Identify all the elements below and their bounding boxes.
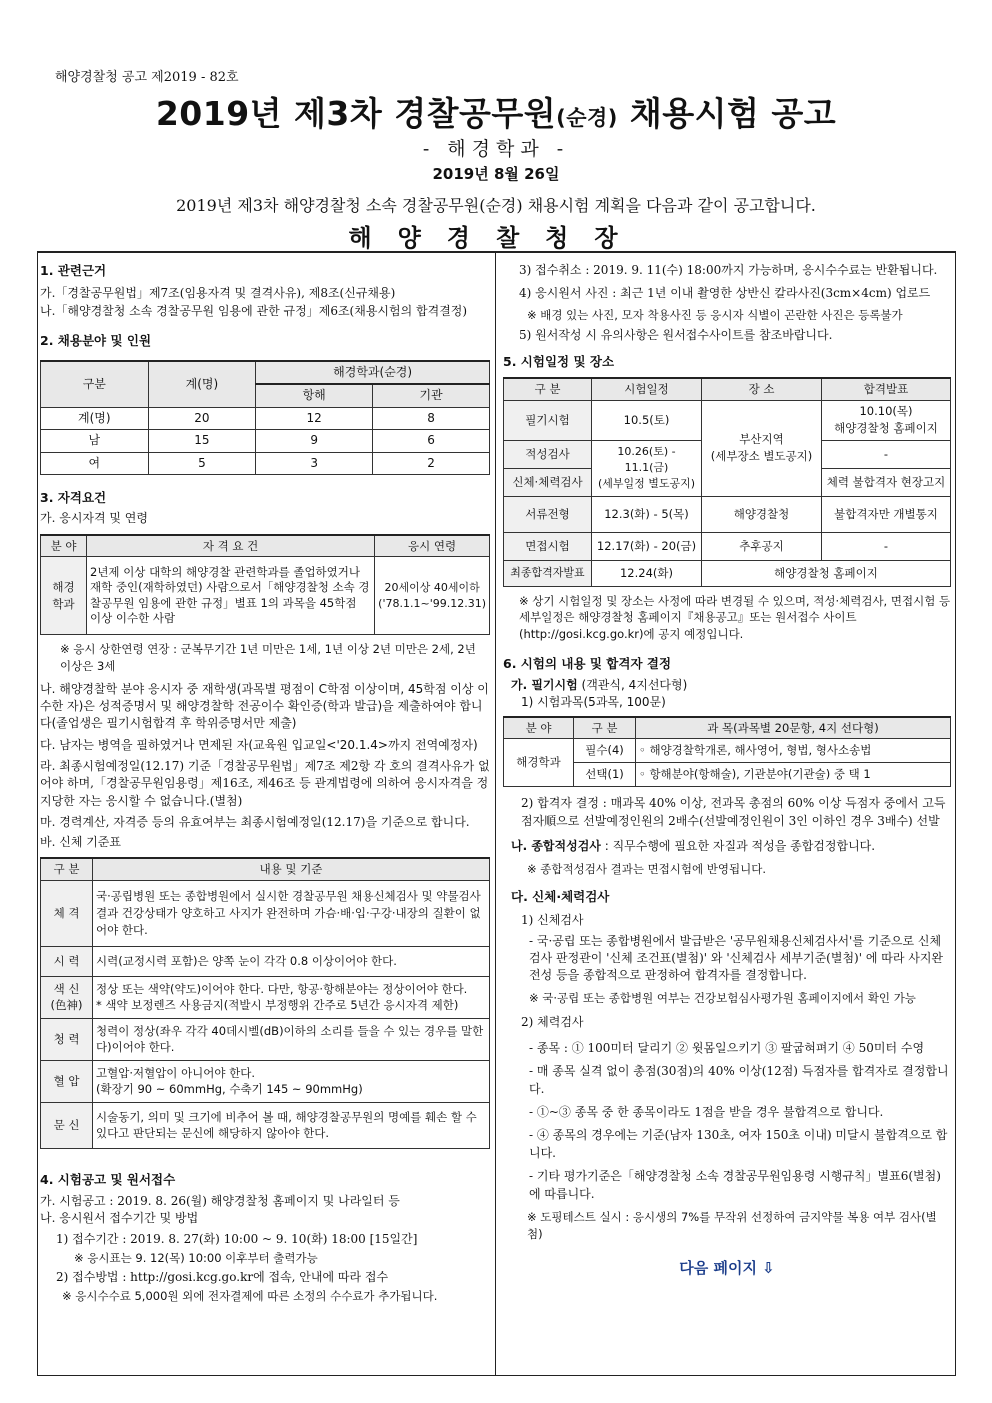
s6-na: 나. 종합적성검사 bbox=[511, 839, 601, 854]
s6-da2a: - 종목 : ① 100미터 달리기 ② 윗몸일으키기 ③ 팔굽혀펴기 ④ 50미터 수영 bbox=[529, 1040, 925, 1055]
signatory: 해양경찰청장 bbox=[348, 223, 644, 252]
s6-ga1: 1) 시험과목(5과목, 100문) bbox=[521, 695, 666, 710]
s3-ba: 바. 신체 기준표 bbox=[40, 834, 121, 849]
cell: 서류전형 bbox=[504, 496, 592, 532]
th: 시험일정 bbox=[592, 378, 702, 400]
s4-item: 5) 원서작성 시 유의사항은 원서접수사이트를 참조바랍니다. bbox=[519, 328, 833, 343]
cell: 해경 학과 bbox=[41, 557, 87, 635]
cell: 청력이 정상(좌우 각각 40데시벨(dB)이하의 소리를 들을 수 있는 경우를 말한다)이어야 한다. bbox=[93, 1018, 490, 1060]
table-row bbox=[41, 452, 490, 474]
s4-item: 3) 접수취소 : 2019. 9. 11(수) 18:00까지 가능하며, 응시수수료는 반환됩니다. bbox=[519, 263, 938, 277]
cell: 체력 불합격자 현장고지 bbox=[822, 468, 951, 496]
cell: 해양경찰청 홈페이지 bbox=[702, 560, 951, 586]
cell: 12.24(화) bbox=[592, 560, 702, 586]
table-row bbox=[41, 557, 490, 635]
intro: 2019년 제3차 해양경찰청 소속 경찰공무원(순경) 채용시험 계획을 다음과 같이 공고합니다. bbox=[176, 196, 816, 215]
s3-ga: 가. 응시자격 및 연령 bbox=[40, 511, 148, 526]
s6-da2e: - 기타 평가기준은「해양경찰청 소속 경찰공무원임용령 시행규칙」별표6(별첨)에 따릅니다. bbox=[529, 1169, 941, 1201]
cell: 청 력 bbox=[41, 1018, 93, 1060]
cell: 시 력 bbox=[41, 946, 93, 976]
s4-item: 가. 시험공고 : 2019. 8. 26(월) 해양경찰청 홈페이지 및 나라일터 등 bbox=[40, 1193, 400, 1208]
th: 구 분 bbox=[574, 717, 636, 739]
cell: 정상 또는 색약(약도)이어야 한다. 다만, 항공·항해분야는 정상이어야 한다. * 색약 보정렌즈 사용금지(적발시 부정행위 간주로 5년간 응시자격 제한) bbox=[93, 976, 490, 1018]
s6-ga-note: (객관식, 4지선다형) bbox=[581, 677, 688, 692]
cell: 최종합격자발표 bbox=[504, 560, 592, 586]
cell: 12.3(화) - 5(목) bbox=[592, 496, 702, 532]
table-row bbox=[41, 430, 490, 452]
cell: 선택(1) bbox=[574, 763, 636, 787]
s3-title: 3. 자격요건 bbox=[40, 489, 107, 505]
table-row bbox=[41, 880, 490, 946]
cell: 혈 압 bbox=[41, 1060, 93, 1102]
cell: 색 신 (色神) bbox=[41, 976, 93, 1018]
cell: 추후공지 bbox=[702, 532, 822, 560]
age-note: ※ 응시 상한연령 연장 : 군복무기간 1년 미만은 1세, 1년 이상 2년 미만은 2세, 2년 이상은 3세 bbox=[60, 642, 476, 673]
cell: 필수(4) bbox=[574, 739, 636, 763]
cell: 해경학과 bbox=[504, 739, 574, 787]
cell: 10.26(토) - 11.1(금) (세부일정 별도공지) bbox=[592, 440, 702, 496]
s4-item: 1) 접수기간 : 2019. 8. 27(화) 10:00 ~ 9. 10(화) 18:00 [15일간] bbox=[56, 1231, 418, 1246]
cell: 부산지역 (세부장소 별도공지) bbox=[702, 400, 822, 496]
cell: ◦ 항해분야(항해술), 기관분야(기관술) 중 택 1 bbox=[636, 763, 951, 787]
s6-da1a: - 국·공립 또는 종합병원에서 발급받은 '공무원채용신체검사서'를 기준으로 신체검사 판정관이 '신체 조건표(별첨)' 와 '신체검사 세부기준(별첨)' 에 따라 사지완전성 등을 종합적으로 판정하여 합격자를 결정합니다. bbox=[529, 933, 944, 983]
cell: 15 bbox=[148, 430, 256, 452]
s6-da1: 1) 신체검사 bbox=[521, 913, 584, 928]
cell: 해양경찰청 bbox=[702, 496, 822, 532]
date: 2019년 8월 26일 bbox=[432, 165, 560, 183]
recruit-table bbox=[40, 360, 490, 475]
th: 과 목(과목별 20문항, 4지 선다형) bbox=[636, 717, 951, 739]
cell: 8 bbox=[373, 407, 490, 429]
table-row bbox=[41, 976, 490, 1018]
s3-da: 다. 남자는 병역을 필하였거나 면제된 자(교육원 입교일<'20.1.4>까지 전역예정자) bbox=[40, 737, 478, 752]
next-page-link[interactable]: 다음 페이지 ⇩ bbox=[679, 1259, 775, 1278]
table-row bbox=[504, 496, 951, 532]
cell: 문 신 bbox=[41, 1102, 93, 1148]
s3-na: 나. 해양경찰학 분야 응시자 중 재학생(과목별 평점이 C학점 이상이며, 45학점 이상 이수한 자)은 성적증명서 및 해양경찰학 전공이수 확인증(학과 발급)을 제출하여야 합니다(졸업생은 필기시험합격 후 학위증명서만 제출) bbox=[40, 681, 489, 731]
announcement-number: 해양경찰청 공고 제2019 - 82호 bbox=[55, 70, 239, 85]
s1-item: 나.「해양경찰청 소속 경찰공무원 임용에 관한 규정」제6조(채용시험의 합격결정) bbox=[40, 303, 468, 318]
s6-title: 6. 시험의 내용 및 합격자 결정 bbox=[503, 655, 672, 671]
th: 자 격 요 건 bbox=[87, 535, 375, 557]
cell: 신체·체력검사 bbox=[504, 468, 592, 496]
cell: ◦ 해양경찰학개론, 해사영어, 형법, 형사소송법 bbox=[636, 739, 951, 763]
cell: 9 bbox=[256, 430, 373, 452]
cell: 10.5(토) bbox=[592, 400, 702, 440]
table-row bbox=[41, 1102, 490, 1148]
cell: - bbox=[822, 440, 951, 468]
s6-da2d: - ④ 종목의 경우에는 기준(남자 130초, 여자 150초 이내) 미달시 불합격으로 합니다. bbox=[529, 1128, 948, 1160]
cell: 5 bbox=[148, 452, 256, 474]
th: 기관 bbox=[373, 384, 490, 407]
th: 구 분 bbox=[41, 858, 93, 880]
s1-title: 1. 관련근거 bbox=[40, 263, 107, 278]
left-column bbox=[40, 262, 490, 1305]
s6-da1b: ※ 국·공립 또는 종합병원 여부는 건강보험심사평가원 홈페이지에서 확인 가능 bbox=[529, 990, 916, 1005]
cell: 2년제 이상 대학의 해양경찰 관련학과를 졸업하였거나 재학 중인(재학하였던) 사람으로서「해양경찰청 소속 경찰공무원 임용에 관한 규정」별표 1의 과목을 45학점 이상 이수한 사람 bbox=[87, 557, 375, 635]
table-row bbox=[504, 400, 951, 440]
title-paren: (순경) bbox=[556, 106, 618, 130]
th: 장 소 bbox=[702, 378, 822, 400]
s4-item: 나. 응시원서 접수기간 및 방법 bbox=[40, 1211, 199, 1226]
s6-na-text: : 직무수행에 필요한 자질과 적성을 종합검정합니다. bbox=[600, 839, 876, 854]
s4-item: 2) 접수방법 : http://gosi.kcg.go.kr에 접속, 안내에 따라 접수 bbox=[56, 1269, 389, 1284]
right-column bbox=[503, 262, 951, 1280]
s6-da: 다. 신체·체력검사 bbox=[511, 889, 610, 905]
cell: 시력(교정시력 포함)은 양쪽 눈이 각각 0.8 이상이어야 한다. bbox=[93, 946, 490, 976]
th: 계(명) bbox=[148, 361, 256, 407]
s3-ra: 라. 최종시험예정일(12.17) 기준「경찰공무원법」제7조 제2항 각 호의 결격사유가 없어야 하며,「경찰공무원임용령」제16조, 제46조 등 관계법령에 의하여 응시자격을 정지당한 자는 응시할 수 없습니다.(별첨) bbox=[40, 759, 490, 808]
s3-ma: 마. 경력계산, 자격증 등의 유효여부는 최종시험예정일(12.17)을 기준으로 합니다. bbox=[40, 815, 470, 830]
schedule-note: ※ 상기 시험일정 및 장소는 사정에 따라 변경될 수 있으며, 적성·체력검사, 면접시험 등 세부일정은 해양경찰청 홈페이지『채용공고』또는 원서접수 사이트(http://gosi.kcg.go.kr)에 공지 예정입니다. bbox=[519, 593, 951, 641]
cell: 면접시험 bbox=[504, 532, 592, 560]
cell: 필기시험 bbox=[504, 400, 592, 440]
cell: 국·공립병원 또는 종합병원에서 실시한 경찰공무원 채용신체검사 및 약물검사 결과 건강상태가 양호하고 사지가 완전하며 가슴·배·입·구강·내장의 질환이 없어야 한다. bbox=[93, 880, 490, 946]
s6-ga2: 2) 합격자 결정 : 매과목 40% 이상, 전과목 총점의 60% 이상 득점자 중에서 고득점자順으로 선발예정인원의 2배수(선발예정인원이 3인 이하인 경우 3배수) 선발 bbox=[521, 796, 946, 828]
th: 합격발표 bbox=[822, 378, 951, 400]
title-end: 채용시험 공고 bbox=[617, 94, 837, 133]
cell: 불합격자만 개별통지 bbox=[822, 496, 951, 532]
s6-ga: 가. 필기시험 bbox=[511, 677, 578, 692]
s4-item: 4) 응시원서 사진 : 최근 1년 이내 촬영한 상반신 칼라사진(3cm×4cm) 업로드 bbox=[519, 286, 931, 301]
body-standard-table bbox=[40, 857, 490, 1149]
cell: 20 bbox=[148, 407, 256, 429]
s4-item: ※ 응시수수료 5,000원 외에 전자결제에 따른 소정의 수수료가 추가됩니다. bbox=[62, 1289, 438, 1304]
table-row bbox=[41, 1060, 490, 1102]
column-divider bbox=[495, 253, 496, 1376]
schedule-table bbox=[503, 377, 951, 587]
table-row bbox=[41, 407, 490, 429]
cell: 계(명) bbox=[41, 407, 149, 429]
s6-da2c: - ①~③ 종목 중 한 종목이라도 1점을 받을 경우 불합격으로 합니다. bbox=[529, 1105, 884, 1119]
cell: - bbox=[822, 532, 951, 560]
table-row bbox=[41, 1018, 490, 1060]
s6-da2f: ※ 도핑테스트 실시 : 응시생의 7%를 무작위 선정하여 금지약물 복용 여부 검사(별첨) bbox=[527, 1209, 937, 1241]
th: 응시 연령 bbox=[375, 535, 490, 557]
cell: 10.10(목) 해양경찰청 홈페이지 bbox=[822, 400, 951, 440]
s6-da2b: - 매 종목 실격 없이 총점(30점)의 40% 이상(12점) 득점자를 합격자로 결정합니다. bbox=[529, 1064, 949, 1096]
s5-title: 5. 시험일정 및 장소 bbox=[503, 353, 615, 369]
table-row bbox=[41, 946, 490, 976]
th: 분 야 bbox=[41, 535, 87, 557]
th: 분 야 bbox=[504, 717, 574, 739]
cell: 고혈압·저혈압이 아니어야 한다. (확장기 90 ~ 60mmHg, 수축기 145 ~ 90mmHg) bbox=[93, 1060, 490, 1102]
s2-title: 2. 채용분야 및 인원 bbox=[40, 332, 152, 348]
th: 구 분 bbox=[504, 378, 592, 400]
cell: 체 격 bbox=[41, 880, 93, 946]
cell: 20세이상 40세이하('78.1.1~'99.12.31) bbox=[375, 557, 490, 635]
cell: 6 bbox=[373, 430, 490, 452]
cell: 시술동기, 의미 및 크기에 비추어 볼 때, 해양경찰공무원의 명예를 훼손 할 수 있다고 판단되는 문신에 해당하지 않아야 한다. bbox=[93, 1102, 490, 1148]
s6-da2: 2) 체력검사 bbox=[521, 1015, 584, 1030]
cell: 2 bbox=[373, 452, 490, 474]
table-row bbox=[504, 560, 951, 586]
s4-item: ※ 배경 있는 사진, 모자 착용사진 등 응시자 식별이 곤란한 사진은 등록불가 bbox=[527, 307, 903, 322]
page-title bbox=[0, 88, 992, 135]
cell: 적성검사 bbox=[504, 440, 592, 468]
cell: 3 bbox=[256, 452, 373, 474]
s4-title: 4. 시험공고 및 원서접수 bbox=[40, 1171, 176, 1187]
table-row bbox=[504, 532, 951, 560]
title-main: 2019년 제3차 경찰공무원 bbox=[155, 94, 557, 133]
cell: 남 bbox=[41, 430, 149, 452]
s6-na-note: ※ 종합적성검사 결과는 면접시험에 반영됩니다. bbox=[527, 862, 766, 877]
table-row bbox=[504, 739, 951, 763]
th: 내용 및 기준 bbox=[93, 858, 490, 880]
cell: 여 bbox=[41, 452, 149, 474]
th: 구분 bbox=[41, 361, 149, 407]
qualification-table bbox=[40, 534, 490, 636]
s4-item: ※ 응시표는 9. 12(목) 10:00 이후부터 출력가능 bbox=[74, 1251, 318, 1265]
th: 항해 bbox=[256, 384, 373, 407]
subtitle: - 해경학과 - bbox=[422, 138, 570, 160]
cell: 12 bbox=[256, 407, 373, 429]
subject-table bbox=[503, 716, 951, 788]
cell: 12.17(화) - 20(금) bbox=[592, 532, 702, 560]
th: 해경학과(순경) bbox=[256, 361, 490, 384]
s1-item: 가.「경찰공무원법」제7조(임용자격 및 결격사유), 제8조(신규채용) bbox=[40, 286, 396, 301]
